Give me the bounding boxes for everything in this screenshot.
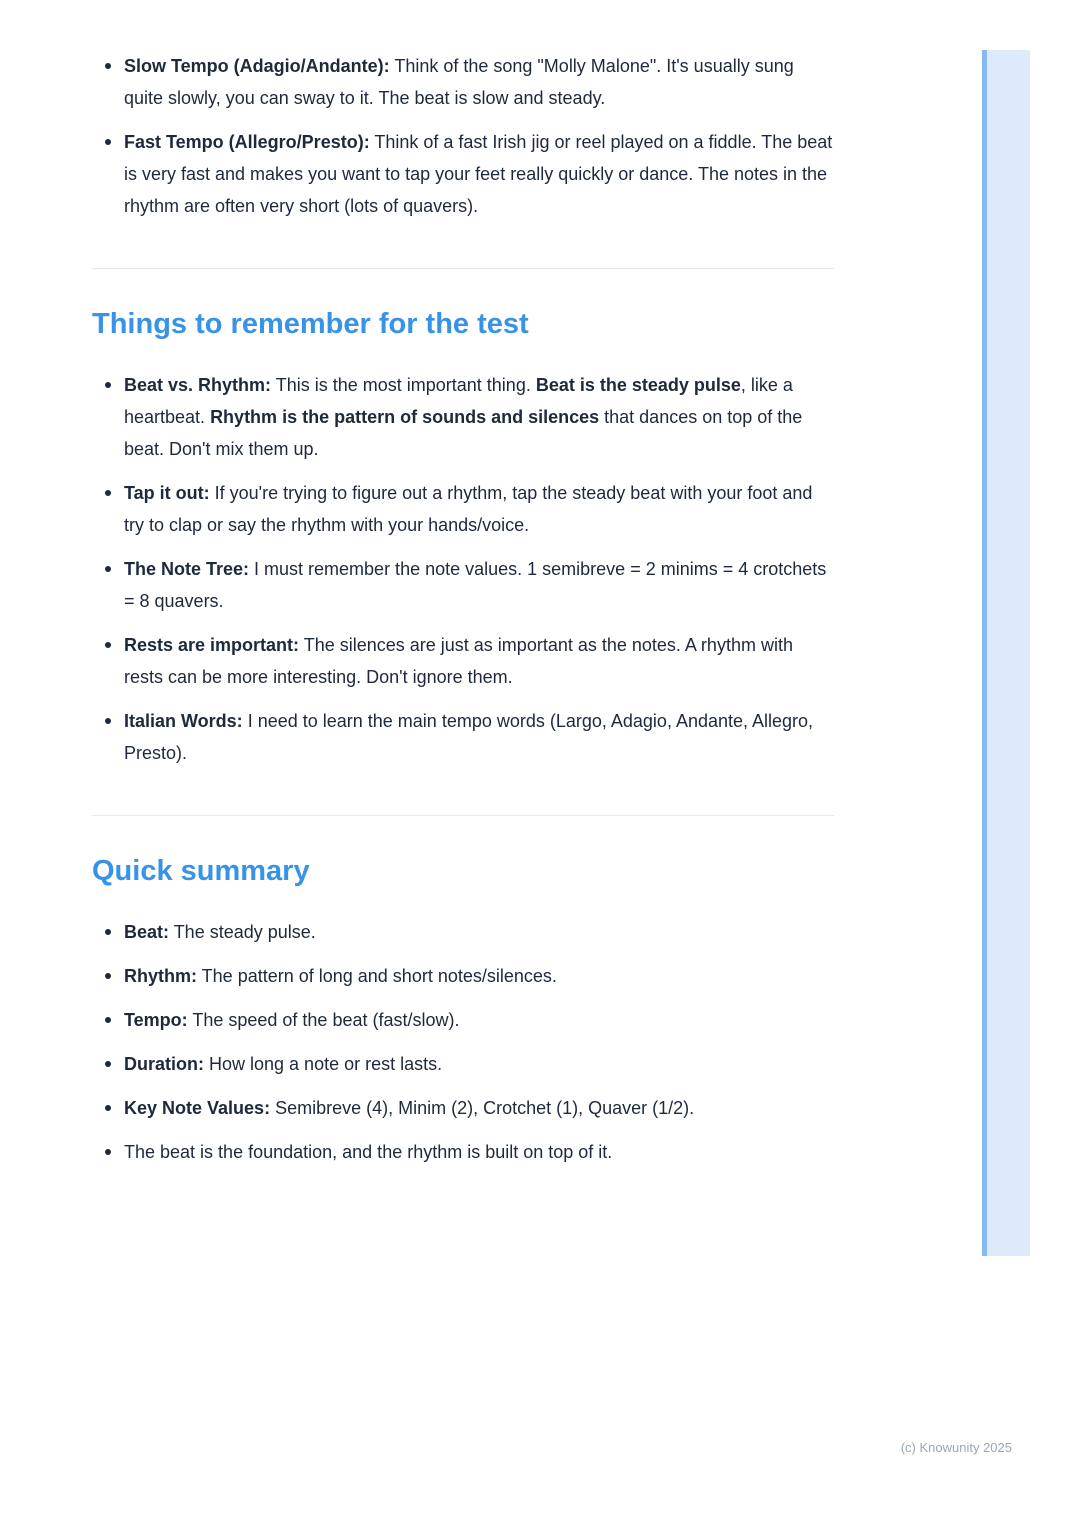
list-item-lead-bold: Fast Tempo (Allegro/Presto):: [124, 132, 370, 152]
list-item-lead-bold: Rhythm:: [124, 966, 197, 986]
list-item-lead-bold: Beat is the steady pulse: [535, 375, 741, 395]
list-item-text: that dances on top of the beat. Don't mix them up.: [124, 407, 803, 459]
bullet-list: [92, 916, 834, 1168]
list-item-text: This is the most important thing.: [271, 375, 536, 395]
section-divider: [92, 268, 834, 269]
bullet-list: [92, 369, 834, 769]
list-item: [124, 1136, 834, 1168]
list-item-lead-bold: Slow Tempo (Adagio/Andante):: [124, 56, 390, 76]
list-item-text: The beat is the foundation, and the rhythm is built on top of it.: [124, 1142, 613, 1162]
list-item: [124, 477, 834, 541]
section-heading: Things to remember for the test: [92, 308, 529, 340]
list-item-lead-bold: Rests are important:: [124, 635, 300, 655]
list-item-lead-bold: Beat:: [124, 922, 170, 942]
list-item-lead-bold: The Note Tree:: [124, 559, 250, 579]
list-item-text: Semibreve (4), Minim (2), Crotchet (1), Quaver (1/2).: [270, 1098, 695, 1118]
list-item-lead-bold: Duration:: [124, 1054, 204, 1074]
section-divider: [92, 815, 834, 816]
list-item-lead-bold: Tempo:: [124, 1010, 188, 1030]
list-item-text: Think of the song "Molly Malone". It's usually sung quite slowly, you can sway to it. The beat is slow and steady.: [124, 56, 794, 108]
bullet-list: [92, 50, 834, 222]
section-heading: Quick summary: [92, 855, 310, 887]
list-item: [124, 916, 834, 948]
list-item-text: The pattern of long and short notes/silences.: [197, 966, 557, 986]
list-item: [124, 50, 834, 114]
list-item-lead-bold: Key Note Values:: [124, 1098, 271, 1118]
list-item: [124, 1092, 834, 1124]
side-accent-bar: [982, 50, 1030, 1256]
list-item-lead-bold: Rhythm is the pattern of sounds and silences: [210, 407, 600, 427]
list-item-text: I must remember the note values. 1 semibreve = 2 minims = 4 crotchets = 8 quavers.: [124, 559, 827, 611]
list-item-lead-bold: Italian Words:: [124, 711, 243, 731]
list-item-text: The steady pulse.: [169, 922, 316, 942]
list-item-text: I need to learn the main tempo words (Largo, Adagio, Andante, Allegro, Presto).: [124, 711, 814, 763]
list-item-text: , like a heartbeat.: [124, 375, 793, 427]
list-item: [124, 705, 834, 769]
list-item: [124, 553, 834, 617]
list-item: [124, 369, 834, 465]
list-item-text: The silences are just as important as the notes. A rhythm with rests can be more interesting. Don't ignore them.: [124, 635, 793, 687]
document-body: [92, 50, 834, 1180]
list-item-text: Think of a fast Irish jig or reel played on a fiddle. The beat is very fast and makes you want to tap your feet really quickly or dance. The notes in the rhythm are often very short (lots of quavers).: [124, 132, 833, 216]
list-item-text: If you're trying to figure out a rhythm, tap the steady beat with your foot and try to clap or say the rhythm with your hands/voice.: [124, 483, 813, 535]
list-item-lead-bold: Beat vs. Rhythm:: [124, 375, 272, 395]
list-item-lead-bold: Tap it out:: [124, 483, 210, 503]
list-item: [124, 126, 834, 222]
list-item: [124, 629, 834, 693]
list-item: [124, 1048, 834, 1080]
list-item: [124, 1004, 834, 1036]
copyright-footer: (c) Knowunity 2025: [900, 1440, 1012, 1455]
list-item-text: How long a note or rest lasts.: [204, 1054, 443, 1074]
list-item: [124, 960, 834, 992]
list-item-text: The speed of the beat (fast/slow).: [187, 1010, 460, 1030]
